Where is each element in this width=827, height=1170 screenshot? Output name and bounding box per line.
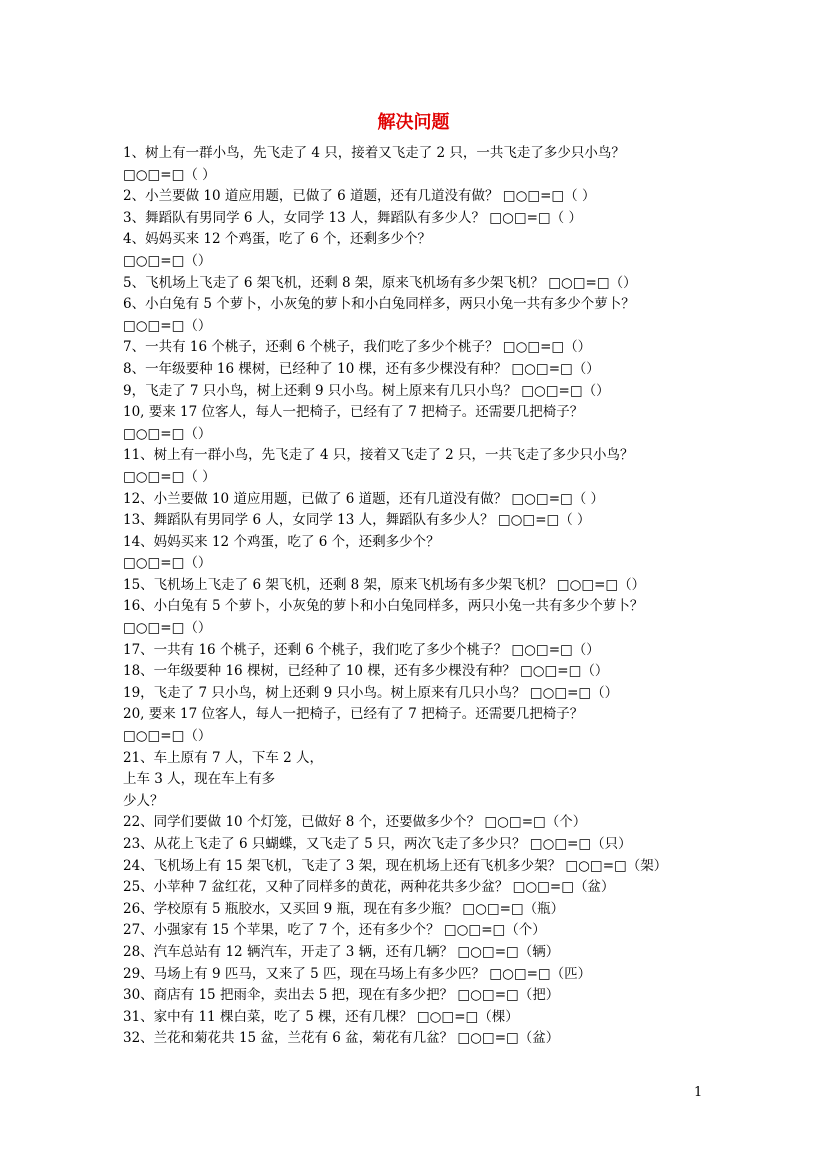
- problem-line: 7、一共有 16 个桃子，还剩 6 个桃子，我们吃了多少个桃子？ □○□=□（）: [123, 339, 592, 356]
- problem-line: 19，飞走了 7 只小鸟，树上还剩 9 只小鸟。树上原来有几只小鸟？ □○□=□（）: [123, 684, 619, 701]
- problem-line: □○□=□（）: [123, 252, 212, 269]
- problem-list: [123, 143, 723, 1050]
- problem-line: 24、飞机场上有 15 架飞机，飞走了 3 架，现在机场上还有飞机多少架？ □○□=□（架）: [123, 857, 668, 874]
- problem-line: 27、小强家有 15 个苹果，吃了 7 个，还有多少个？ □○□=□（个）: [123, 922, 546, 939]
- problem-line: □○□=□（ ）: [123, 166, 216, 183]
- problem-line: 4、妈妈买来 12 个鸡蛋，吃了 6 个，还剩多少个？: [123, 231, 432, 248]
- problem-line: 20, 要来 17 位客人，每人一把椅子，已经有了 7 把椅子。还需要几把椅子？: [123, 706, 584, 723]
- problem-line: □○□=□（）: [123, 555, 212, 572]
- problem-line: 8、一年级要种 16 棵树，已经种了 10 棵，还有多少棵没有种？ □○□=□（）: [123, 360, 600, 377]
- problem-line: □○□=□（）: [123, 317, 212, 334]
- problem-line: 6、小白兔有 5 个萝卜，小灰兔的萝卜和小白兔同样多，两只小兔一共有多少个萝卜？: [123, 296, 635, 313]
- problem-line: □○□=□（）: [123, 425, 212, 442]
- problem-line: 15、飞机场上飞走了 6 架飞机，还剩 8 架，原来飞机场有多少架飞机？ □○□=□（）: [123, 576, 646, 593]
- problem-line: 23、从花上飞走了 6 只蝴蝶，又飞走了 5 只，两次飞走了多少只？ □○□=□（只）: [123, 836, 632, 852]
- problem-line: □○□=□（）: [123, 620, 212, 637]
- problem-line: □○□=□（ ）: [123, 468, 216, 485]
- problem-line: 9，飞走了 7 只小鸟，树上还剩 9 只小鸟。树上原来有几只小鸟？ □○□=□（）: [123, 382, 610, 399]
- problem-line: 5、飞机场上飞走了 6 架飞机，还剩 8 架，原来飞机场有多少架飞机？ □○□=□（）: [123, 274, 637, 291]
- problem-line: 2、小兰要做 10 道应用题，已做了 6 道题，还有几道没有做？ □○□=□（ ）: [123, 188, 596, 205]
- problem-line: 28、汽车总站有 12 辆汽车，开走了 3 辆，还有几辆？ □○□=□（辆）: [123, 943, 560, 960]
- problem-line: 31、家中有 11 棵白菜，吃了 5 棵，还有几棵？ □○□=□（棵）: [123, 1008, 519, 1025]
- page-number: 1: [694, 1085, 703, 1100]
- problem-line: 32、兰花和菊花共 15 盆，兰花有 6 盆，菊花有几盆？ □○□=□（盆）: [123, 1030, 560, 1047]
- problem-line: 11、树上有一群小鸟，先飞走了 4 只，接着又飞走了 2 只，一共飞走了多少只小鸟？: [123, 447, 634, 464]
- problem-line: 29、马场上有 9 匹马，又来了 5 匹，现在马场上有多少匹？ □○□=□（匹）: [123, 965, 592, 982]
- problem-line: 21、车上原有 7 人，下车 2 人，: [123, 749, 324, 766]
- problem-line: 30、商店有 15 把雨伞，卖出去 5 把，现在有多少把？ □○□=□（把）: [123, 987, 560, 1004]
- problem-line: 10, 要来 17 位客人，每人一把椅子，已经有了 7 把椅子。还需要几把椅子？: [123, 404, 584, 421]
- problem-line: 少人？: [123, 792, 164, 809]
- problem-line: 25、小苹种 7 盆红花，又种了同样多的黄花，两种花共多少盆？ □○□=□（盆）: [123, 879, 615, 896]
- problem-line: 22、同学们要做 10 个灯笼，已做好 8 个，还要做多少个？ □○□=□（个）: [123, 814, 587, 831]
- problem-line: 17、一共有 16 个桃子，还剩 6 个桃子，我们吃了多少个桃子？ □○□=□（）: [123, 641, 600, 658]
- problem-line: 上车 3 人，现在车上有多: [123, 771, 276, 788]
- problem-line: 13、舞蹈队有男同学 6 人，女同学 13 人，舞蹈队有多少人？ □○□=□（ ）: [123, 512, 591, 529]
- problem-line: 3、舞蹈队有男同学 6 人，女同学 13 人，舞蹈队有多少人？ □○□=□（ ）: [123, 209, 582, 226]
- problem-line: 14、妈妈买来 12 个鸡蛋，吃了 6 个，还剩多少个？: [123, 533, 440, 550]
- problem-line: 26、学校原有 5 瓶胶水，又买回 9 瓶，现在有多少瓶？ □○□=□（瓶）: [123, 900, 565, 917]
- problem-line: 12、小兰要做 10 道应用题，已做了 6 道题，还有几道没有做？ □○□=□（ ）: [123, 490, 605, 507]
- problem-line: 1、树上有一群小鸟，先飞走了 4 只，接着又飞走了 2 只，一共飞走了多少只小鸟？: [123, 145, 625, 161]
- problem-line: □○□=□（）: [123, 728, 212, 745]
- problem-line: 16、小白兔有 5 个萝卜，小灰兔的萝卜和小白兔同样多，两只小兔一共有多少个萝卜？: [123, 598, 644, 615]
- page-title: 解决问题: [377, 112, 450, 133]
- problem-line: 18、一年级要种 16 棵树，已经种了 10 棵，还有多少棵没有种？ □○□=□（）: [123, 663, 609, 680]
